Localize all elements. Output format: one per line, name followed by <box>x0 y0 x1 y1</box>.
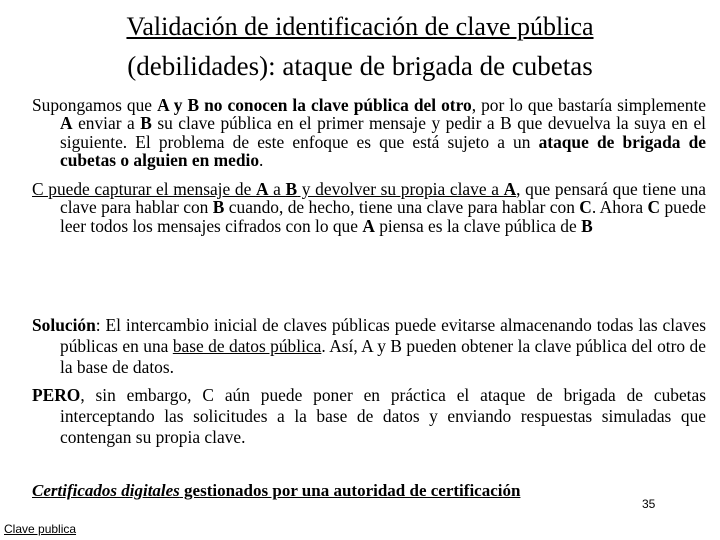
bold-run: A <box>362 215 375 236</box>
bold-run: Solución <box>32 315 96 335</box>
italic-run: Certificados digitales <box>32 481 180 500</box>
text-run: cuando, de hecho, tiene una clave para hablar con <box>224 197 580 218</box>
bold-run: C <box>579 197 592 218</box>
certificates-heading <box>32 481 520 501</box>
paragraph-attack <box>32 180 706 235</box>
text-run: , que pensará que tiene una clave para hablar con <box>60 179 706 218</box>
text-run: puede leer todos los mensajes cifrados con lo que <box>60 197 707 236</box>
bold-run: A y B no conocen la clave pública del otro <box>157 95 472 115</box>
underlined-run: y devolver su propia clave a <box>297 179 504 199</box>
text-run: gestionados por una autoridad de certificación <box>179 481 521 500</box>
slide-title-line-1: Validación de identificación de clave pública <box>126 12 594 41</box>
clave-publica-link[interactable]: Clave publica <box>4 522 77 536</box>
underlined-bold-run: A <box>255 179 269 199</box>
text-run: enviar a <box>72 113 141 134</box>
text-run: : El intercambio inicial de claves públicas puede evitarse almacenando todas las claves públicas en una <box>60 315 706 356</box>
text-run: piensa es la clave pública de <box>374 215 582 236</box>
bold-run: ataque de brigada de cubetas o alguien en medio <box>60 131 706 171</box>
underlined-bold-run: A <box>503 179 517 199</box>
text-run: . <box>259 150 264 171</box>
text-run: , por lo que bastaría simplemente <box>471 95 707 115</box>
text-run: . Así, A y B pueden obtener la clave pública del otro de la base de datos. <box>60 336 706 377</box>
paragraph-intro <box>32 96 706 170</box>
underlined-run: base de datos pública <box>172 336 322 356</box>
bold-run: B <box>581 215 593 236</box>
paragraph-however <box>32 385 706 448</box>
text-run: . Ahora <box>591 197 648 218</box>
page-number: 35 <box>642 497 656 511</box>
underlined-run: a <box>268 179 286 199</box>
bold-run: B <box>140 113 152 134</box>
bold-run: B <box>212 197 225 218</box>
bold-run: PERO <box>32 385 81 405</box>
bold-run: C <box>647 197 661 218</box>
text-run: su clave pública en el primer mensaje y pedir a B que devuelva la suya en el siguiente. El problema de este enfoque es que está sujeto a un <box>60 113 706 152</box>
paragraph-solution <box>32 315 706 378</box>
underlined-bold-run: B <box>285 179 298 199</box>
text-run: Supongamos que <box>32 95 158 115</box>
text-run: , sin embargo, C aún puede poner en práctica el ataque de brigada de cubetas interceptando las solicitudes a la base de datos y enviando respuestas simuladas que contengan su propia clave. <box>60 385 706 447</box>
bold-run: A <box>60 113 73 134</box>
slide-title-line-2: (debilidades): ataque de brigada de cubetas <box>127 51 593 81</box>
underlined-run: C puede capturar el mensaje de <box>32 179 256 199</box>
